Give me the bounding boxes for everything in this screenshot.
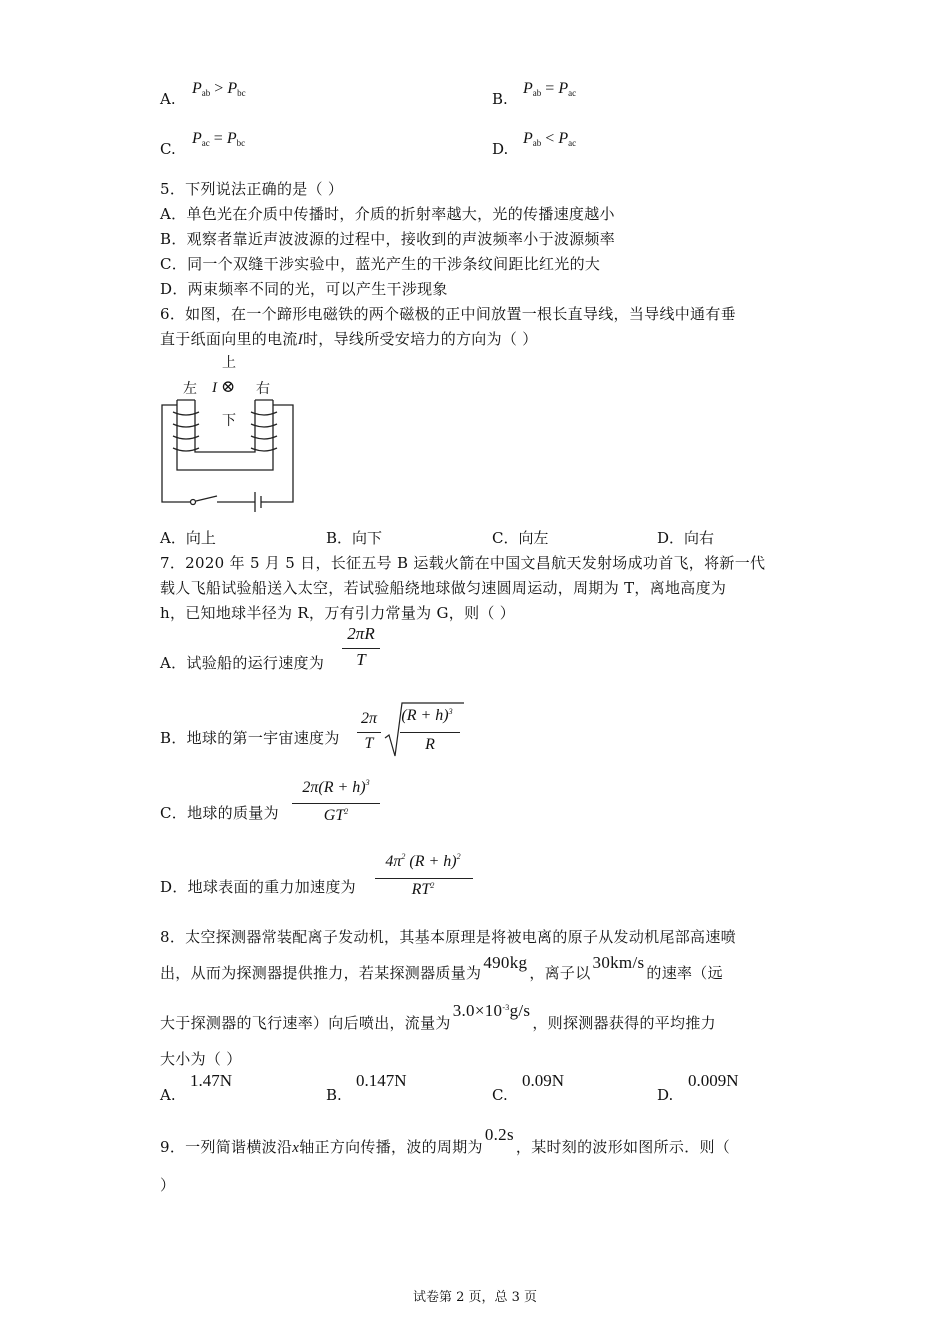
q4-option-d: D. xyxy=(492,140,509,158)
q5-stem: 5．下列说法正确的是（ ） xyxy=(160,180,344,198)
q7-b-denominator: R xyxy=(425,736,435,753)
q7-b-numerator: $(R + h)^3$ xyxy=(401,707,453,724)
q7-stem-line3: h，已知地球半径为 R，万有引力常量为 G，则（ ） xyxy=(160,604,516,622)
q7-a-fraction-bar xyxy=(342,648,380,649)
q8-stem-line3: 大于探测器的飞行速率）向后喷出，流量为$3.0\times 10^{-3}g/s$，则探测器获得的平均推力 xyxy=(160,1001,716,1032)
q6-option-b: B．向下 xyxy=(326,529,383,547)
q7-c-fraction-bar xyxy=(292,803,380,804)
q7-option-c: C．地球的质量为 xyxy=(160,804,279,822)
q8-option-c-letter: C. xyxy=(492,1086,508,1104)
q7-c-numerator: $2\pi(R + h)^3$ xyxy=(302,778,370,796)
q6-stem-line2: 直于纸面向里的电流I时，导线所受安培力的方向为（ ） xyxy=(160,330,538,348)
q4-option-b-formula: $P_{ab} = P_{ac}$ xyxy=(523,80,577,98)
q7-d-denominator: $RT^2$ xyxy=(411,881,435,898)
figure-current-label: I xyxy=(212,380,217,396)
q5-option-a: A．单色光在介质中传播时，介质的折射率越大，光的传播速度越小 xyxy=(160,205,615,223)
q7-stem-line1: 7．2020 年 5 月 5 日，长征五号 B 运载火箭在中国文昌航天发射场成功首飞，将新一代 xyxy=(160,554,766,572)
q7-b-pre-numerator: 2π xyxy=(360,710,377,727)
q4-option-c: C. xyxy=(160,140,176,158)
q7-d-numerator: $4\pi^2$ $(R + h)^2$ xyxy=(385,852,461,870)
q8-option-b-value: 0.147N xyxy=(356,1071,407,1090)
q6-option-a: A．向上 xyxy=(160,529,216,547)
q4-option-a: A. xyxy=(160,90,176,108)
electromagnet-figure xyxy=(155,350,305,520)
q7-option-d: D．地球表面的重力加速度为 xyxy=(160,878,356,896)
q6-option-c: C．向左 xyxy=(492,529,549,547)
page-footer: 试卷第 2 页，总 3 页 xyxy=(412,1290,538,1305)
q5-option-b: B．观察者靠近声波波源的过程中，接收到的声波频率小于波源频率 xyxy=(160,230,616,248)
q9-stem-line1: 9．一列简谐横波沿x轴正方向传播，波的周期为0.2s，某时刻的波形如图所示．则（ xyxy=(160,1125,731,1156)
q7-option-a: A．试验船的运行速度为 xyxy=(160,654,325,672)
q8-stem-line2: 出，从而为探测器提供推力，若某探测器质量为490kg，离子以30km/s的速率（远 xyxy=(160,953,723,982)
q5-option-c: C．同一个双缝干涉实验中，蓝光产生的干涉条纹间距比红光的大 xyxy=(160,255,601,273)
q4-option-d-formula: $P_{ab} < P_{ac}$ xyxy=(523,130,577,148)
figure-label-left: 左 xyxy=(183,381,197,397)
q8-stem-line1: 8．太空探测器常装配离子发动机，其基本原理是将被电离的原子从发动机尾部高速喷 xyxy=(160,928,736,946)
q7-stem-line2: 载人飞船试验船送入太空，若试验船绕地球做匀速圆周运动，周期为 T，离地高度为 xyxy=(160,579,727,597)
q6-stem-line1: 6．如图，在一个蹄形电磁铁的两个磁极的正中间放置一根长直导线，当导线中通有垂 xyxy=(160,305,736,323)
q4-option-b: B. xyxy=(492,90,508,108)
q7-d-fraction-bar xyxy=(375,878,473,879)
q8-option-c-value: 0.09N xyxy=(522,1071,565,1090)
q4-option-c-formula: $P_{ac} = P_{bc}$ xyxy=(192,130,246,148)
q8-option-a-letter: A. xyxy=(160,1086,176,1104)
q4-option-a-formula: $P_{ab} > P_{bc}$ xyxy=(192,80,246,98)
q7-a-denominator: T xyxy=(356,650,366,669)
q8-option-b-letter: B. xyxy=(326,1086,342,1104)
q8-option-a-value: 1.47N xyxy=(190,1071,233,1090)
current-into-page-icon: ⊗ xyxy=(221,377,236,397)
q6-option-d: D．向右 xyxy=(657,529,715,547)
figure-label-up: 上 xyxy=(222,355,236,371)
q5-option-d: D．两束频率不同的光，可以产生干涉现象 xyxy=(160,280,448,298)
q7-option-b: B．地球的第一宇宙速度为 xyxy=(160,729,340,747)
q7-b-pre-denominator: T xyxy=(364,735,374,752)
q7-c-denominator: $GT^2$ xyxy=(323,807,349,824)
figure-label-down: 下 xyxy=(222,413,236,429)
figure-label-right: 右 xyxy=(256,381,270,397)
q7-b-fraction-bar xyxy=(400,732,460,733)
q8-option-d-value: 0.009N xyxy=(688,1071,739,1090)
q7-a-numerator: 2πR xyxy=(347,624,375,643)
q7-b-pre-bar xyxy=(357,732,381,733)
q9-stem-line2: ） xyxy=(160,1176,176,1194)
q8-stem-line4: 大小为（ ） xyxy=(160,1050,242,1068)
q8-option-d-letter: D. xyxy=(657,1086,674,1104)
